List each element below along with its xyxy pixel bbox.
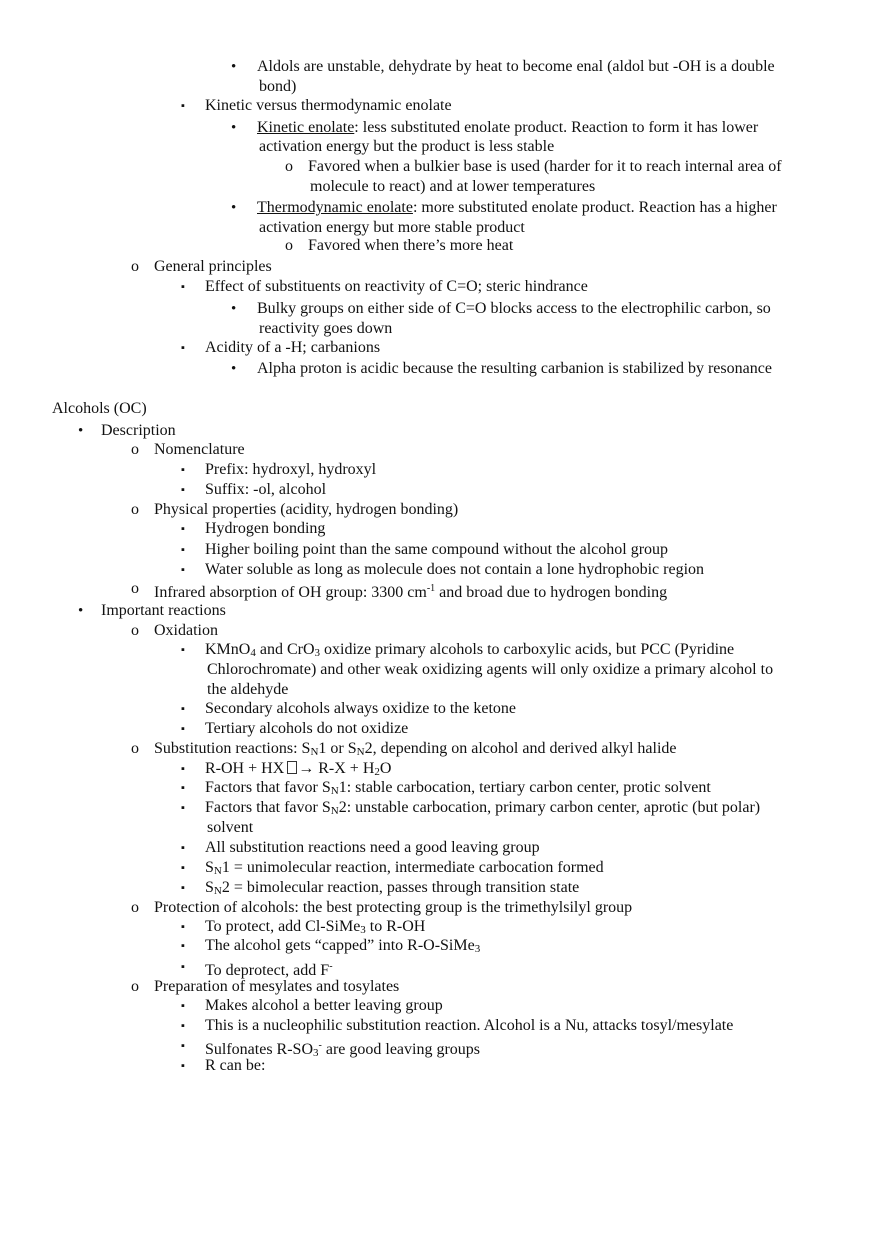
text-line: Protection of alcohols: the best protecting group is the trimethylsilyl group [154,899,633,916]
text-line: Substitution reactions: SN1 or SN2, depending on alcohol and derived alkyl halide [154,740,677,758]
text-line: Sulfonates R-SO3- are good leaving groups [205,1040,481,1059]
text-line: activation energy but more stable product [259,219,525,236]
o-marker: o [131,740,139,757]
square-marker: ▪ [181,342,185,354]
text-line: The alcohol gets “capped” into R-O-SiMe3 [205,937,481,955]
text-line: Favored when a bulkier base is used (harder for it to reach internal area of [308,158,782,175]
square-marker: ▪ [181,763,185,775]
square-marker: ▪ [181,100,185,112]
bullet-marker: • [231,59,237,75]
text-line: Physical properties (acidity, hydrogen bonding) [154,501,459,518]
bullet-marker: • [231,200,237,216]
square-marker: ▪ [181,281,185,293]
text-line: Suffix: -ol, alcohol [205,481,327,498]
o-marker: o [131,622,139,639]
text-line: To protect, add Cl-SiMe3 to R-OH [205,918,426,936]
bullet-marker: • [78,423,84,439]
text-line: Makes alcohol a better leaving group [205,997,443,1014]
text-line: Factors that favor SN1: stable carbocation, tertiary carbon center, protic solvent [205,779,711,797]
square-marker: ▪ [181,921,185,933]
text-line: Nomenclature [154,441,245,458]
square-marker: ▪ [181,1020,185,1032]
text-line: Alpha proton is acidic because the resulting carbanion is stabilized by resonance [257,360,772,377]
text-line: Higher boiling point than the same compound without the alcohol group [205,541,669,558]
square-marker: ▪ [181,703,185,715]
text-line: Chlorochromate) and other weak oxidizing agents will only oxidize a primary alcohol to [207,661,774,678]
square-marker: ▪ [181,1000,185,1012]
text-line: All substitution reactions need a good leaving group [205,839,540,856]
o-marker: o [131,580,139,597]
square-marker: ▪ [181,1060,185,1072]
bullet-marker: • [78,603,84,619]
bullet-marker: • [231,301,237,317]
text-line: R can be: [205,1057,266,1074]
text-line: Aldols are unstable, dehydrate by heat to become enal (aldol but -OH is a double [257,58,775,75]
square-marker: ▪ [181,723,185,735]
text-line: Kinetic enolate: less substituted enolate product. Reaction to form it has lower [257,119,759,136]
square-marker: ▪ [181,961,185,973]
text-line: Secondary alcohols always oxidize to the ketone [205,700,517,717]
text-line: solvent [207,819,254,836]
text-line: Description [101,422,176,439]
o-marker: o [131,501,139,518]
square-marker: ▪ [181,484,185,496]
text-line: SN2 = bimolecular reaction, passes through transition state [205,879,580,897]
square-marker: ▪ [181,544,185,556]
square-marker: ▪ [181,782,185,794]
term-thermodynamic-enolate: Thermodynamic enolate [257,199,413,216]
text-line: the aldehyde [207,681,289,698]
square-marker: ▪ [181,862,185,874]
missing-glyph-box [287,761,297,774]
square-marker: ▪ [181,1040,185,1052]
bullet-marker: • [231,361,237,377]
square-marker: ▪ [181,842,185,854]
o-marker: o [131,978,139,995]
text-line: Important reactions [101,602,226,619]
section-heading: Alcohols (OC) [52,400,147,417]
square-marker: ▪ [181,464,185,476]
text-line: Hydrogen bonding [205,520,326,537]
bullet-marker: • [231,120,237,136]
text-line: Preparation of mesylates and tosylates [154,978,400,995]
o-marker: o [285,237,293,254]
o-marker: o [131,258,139,275]
text-line: Effect of substituents on reactivity of C=O; steric hindrance [205,278,588,295]
text-line: This is a nucleophilic substitution reaction. Alcohol is a Nu, attacks tosyl/mesylate [205,1017,734,1034]
square-marker: ▪ [181,940,185,952]
square-marker: ▪ [181,882,185,894]
square-marker: ▪ [181,523,185,535]
square-marker: ▪ [181,564,185,576]
o-marker: o [131,899,139,916]
text-line: Factors that favor SN2: unstable carbocation, primary carbon center, aprotic (but polar) [205,799,761,817]
text-line: Favored when there’s more heat [308,237,514,254]
square-marker: ▪ [181,644,185,656]
text-line: Thermodynamic enolate: more substituted enolate product. Reaction has a higher [257,199,777,216]
o-marker: o [285,158,293,175]
square-marker: ▪ [181,802,185,814]
text-line: Bulky groups on either side of C=O blocks access to the electrophilic carbon, so [257,300,771,317]
text-line: Tertiary alcohols do not oxidize [205,720,409,737]
text-line: R-OH + HX → R-X + H2O [205,760,392,778]
text-line: General principles [154,258,272,275]
text-line: Acidity of a -H; carbanions [205,339,381,356]
text-line: bond) [259,78,297,95]
text-line: Infrared absorption of OH group: 3300 $cm^{-1}$ and broad due to hydrogen bonding [154,583,668,601]
term-kinetic-enolate: Kinetic enolate [257,119,355,136]
text-line: To deprotect, add F- [205,961,333,979]
text-line: Kinetic versus thermodynamic enolate [205,97,452,114]
text-line: Prefix: hydroxyl, hydroxyl [205,461,377,478]
text-line: KMnO4 and CrO3 oxidize primary alcohols to carboxylic acids, but PCC (Pyridine [205,641,735,659]
text-line: Oxidation [154,622,218,639]
o-marker: o [131,441,139,458]
text-line: reactivity goes down [259,320,393,337]
text-line: Water soluble as long as molecule does not contain a lone hydrophobic region [205,561,705,578]
text-line: molecule to react) and at lower temperatures [310,178,596,195]
text-line: activation energy but the product is less stable [259,138,555,155]
text-line: SN1 = unimolecular reaction, intermediate carbocation formed [205,859,604,877]
